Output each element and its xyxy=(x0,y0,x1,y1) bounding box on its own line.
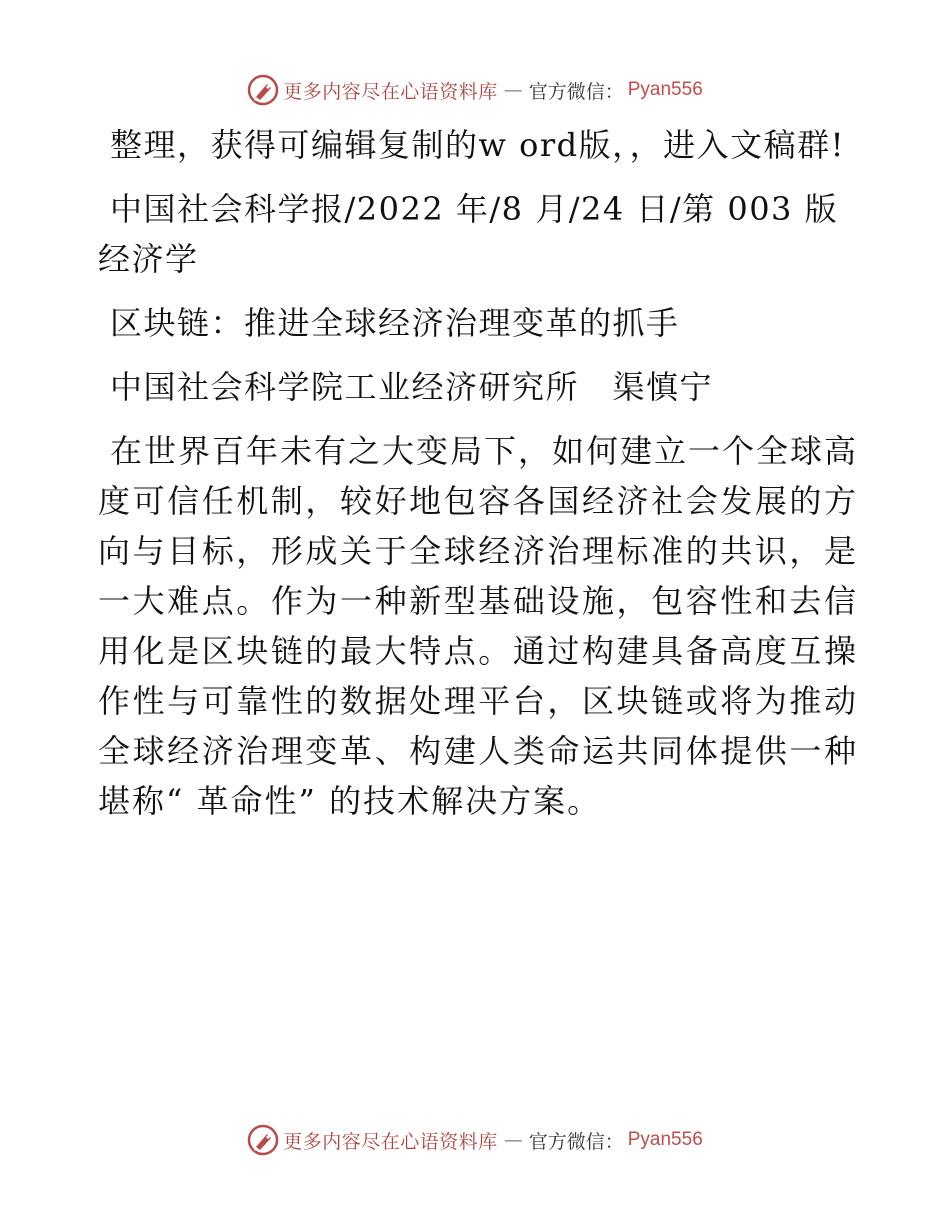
footer-watermark-banner xyxy=(0,1120,950,1160)
banner-brand-text: 更多内容尽在心语资料库 xyxy=(283,80,498,103)
banner-brand-text: 更多内容尽在心语资料库 xyxy=(283,1130,498,1153)
body-paragraph: 在世界百年未有之大变局下，如何建立一个全球高度可信任机制，较好地包容各国经济社会发展的方向与目标，形成关于全球经济治理标准的共识，是一大难点。作为一种新型基础设施，包容性和去信用化是区块链的最大特点。通过构建具备高度互操作性与可靠性的数据处理平台，区块链或将为推动全球经济治理变革、构建人类命运共同体提供一种堪称“ 革命性” 的技术解决方案。 xyxy=(98,432,859,820)
article-title: 区块链：推进全球经济治理变革的抓手 xyxy=(110,304,680,342)
header-watermark-banner xyxy=(0,70,950,110)
banner-wechat-id: Pyan556 xyxy=(627,79,703,100)
intro-line: 整理，获得可编辑复制的w ord版，，进入文稿群! xyxy=(110,126,845,164)
pen-nib-logo-icon xyxy=(247,74,279,106)
banner-separator: — xyxy=(503,79,523,101)
banner-wechat-label: 官方微信： xyxy=(528,1130,624,1153)
banner-separator: — xyxy=(503,1129,523,1151)
banner-wechat-label: 官方微信： xyxy=(528,80,624,103)
document-body xyxy=(98,120,858,840)
author-line: 中国社会科学院工业经济研究所 渠慎宁 xyxy=(110,368,714,406)
pen-nib-logo-icon xyxy=(247,1124,279,1156)
banner-wechat-id: Pyan556 xyxy=(627,1129,703,1150)
source-line: 中国社会科学报/2022 年/8 月/24 日/第 003 版经济学 xyxy=(98,190,839,278)
